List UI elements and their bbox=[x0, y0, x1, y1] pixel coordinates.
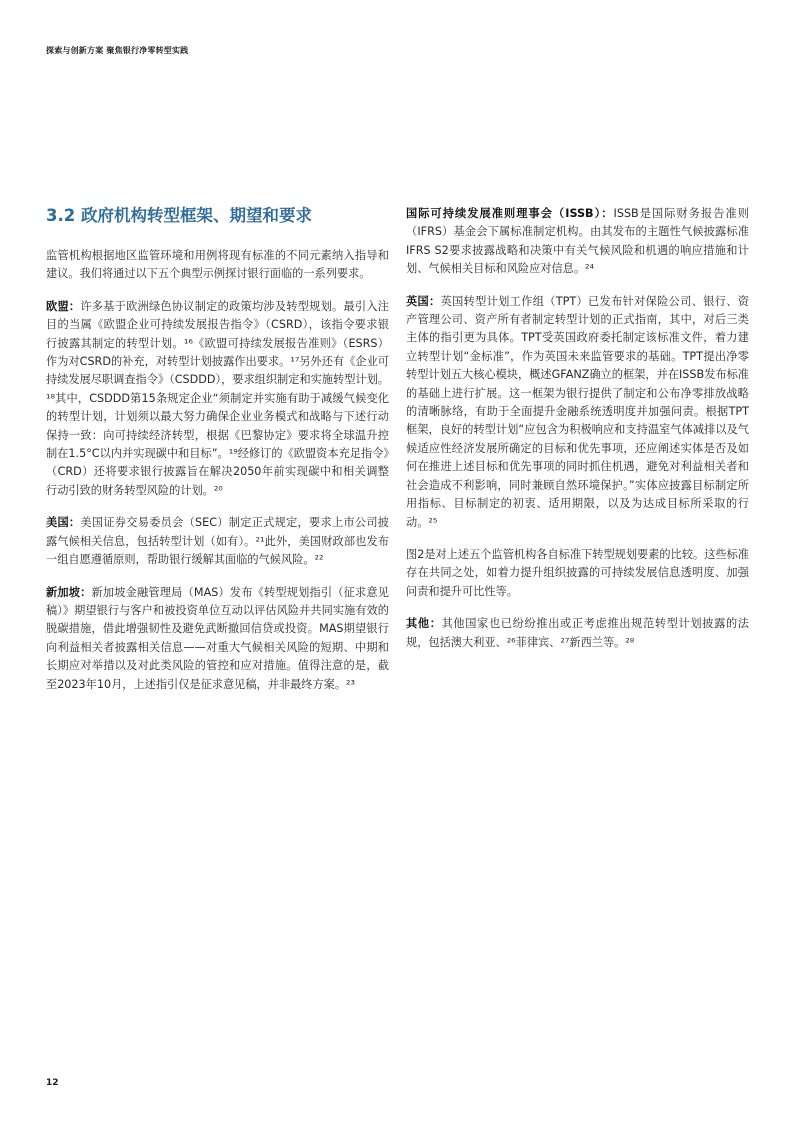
paragraph-text: 其他国家也已纷纷推出或正考虑推出规范转型计划披露的法规，包括澳大利亚、²⁶菲律宾、²⁷新西兰等。²⁸ bbox=[406, 617, 749, 649]
paragraph-text: 监管机构根据地区监管环境和用例将现有标准的不同元素纳入指导和建议。我们将通过以下五个典型示例探讨银行面临的一系列要求。 bbox=[46, 249, 389, 281]
paragraph-lead: 美国： bbox=[46, 516, 81, 530]
paragraph-us bbox=[46, 514, 389, 569]
page-number: 12 bbox=[46, 1078, 59, 1088]
paragraph-lead: 英国： bbox=[406, 294, 441, 308]
paragraph-singapore bbox=[46, 584, 389, 694]
paragraph-others bbox=[406, 615, 749, 652]
section-title: 3.2 政府机构转型框架、期望和要求 bbox=[46, 206, 312, 225]
paragraph-text: 美国证券交易委员会（SEC）制定正式规定，要求上市公司披露气候相关信息，包括转型计划（如有）。²¹此外，美国财政部也发布一组自愿遵循原则，帮助银行缓解其面临的气候风险。²² bbox=[46, 516, 389, 567]
left-column bbox=[46, 205, 389, 708]
paragraph-lead: 其他： bbox=[406, 617, 442, 631]
paragraph-text: 许多基于欧洲绿色协议制定的政策均涉及转型规划。最引入注目的当属《欧盟企业可持续发展报告指令》（CSRD），该指令要求银行披露其制定的转型计划。¹⁶《欧盟可持续发展报告准则》（ESRS）作为对CSRD的补充，对转型计划披露作出要求。¹⁷另外还有《企业可持续发展尽职调查指令》（CSDDD），要求组织制定和实施转型计划。¹⁸其中，CSDDD第15条规定企业“须制定并实施有助于减缓气候变化的转型计划，计划须以最大努力确保企业业务模式和战略与下述行动保持一致：向可持续经济转型，根据《巴黎协定》要求将全球温升控制在1.5°C以内并实现碳中和目标”。¹⁹经修订的《欧盟资本充足指令》（CRD）还将要求银行披露旨在解决2050年前实现碳中和相关调整行动引致的财务转型风险的计划。²⁰ bbox=[46, 299, 389, 497]
paragraph-uk bbox=[406, 293, 749, 532]
right-column bbox=[406, 205, 749, 666]
paragraph-text: 英国转型计划工作组（TPT）已发布针对保险公司、银行、资产管理公司、资产所有者制定转型计划的正式指南，其中，对后三类主体的指引更为具体。TPT受英国政府委托制定该标准文件，着力建立转型计划“金标准”，作为英国未来监管要求的基础。TPT提出净零转型计划五大核心模块，概述GFANZ确立的框架，并在ISSB发布标准的基础上进行扩展。这一框架为银行提供了制定和公布净零排放战略的清晰脉络，有助于全面提升金融系统透明度并加强问责。根据TPT框架，良好的转型计划“应包含为积极响应和支持温室气体减排以及气候适应性经济发展所确定的目标和优先事项，还应阐述实体是否及如何在推进上述目标和优先事项的同时抓住机遇，避免对利益相关者和社会造成不利影响，同时兼顾自然环境保护。”实体应披露目标制定所用指标、目标制定的初衷、适用期限，以及为达成目标所采取的行动。²⁵ bbox=[406, 294, 749, 529]
paragraph-text: 图2是对上述五个监管机构各自标准下转型规划要素的比较。这些标准存在共同之处，如着力提升组织披露的可持续发展信息透明度、加强问责和提升可比性等。 bbox=[406, 547, 749, 598]
paragraph-issb bbox=[406, 205, 749, 279]
paragraph-eu bbox=[46, 298, 389, 500]
paragraph-text: ISSB是国际财务报告准则（IFRS）基金会下属标准制定机构。由其发布的主题性气候披露标准IFRS S2要求披露战略和决策中有关气候风险和机遇的响应措施和计划、气候相关目标和风险应对信息。²⁴ bbox=[406, 207, 749, 276]
paragraph-text: 新加坡金融管理局（MAS）发布《转型规划指引（征求意见稿）》期望银行与客户和被投资单位互动以评估风险并共同实施有效的脱碳措施，借此增强韧性及避免武断撤回信贷或投资。MAS期望银行向利益相关者披露相关信息——对重大气候相关风险的短期、中期和长期应对举措以及对此类风险的管控和应对措施。值得注意的是，截至2023年10月，上述指引仅是征求意见稿，并非最终方案。²³ bbox=[46, 585, 389, 691]
paragraph-intro bbox=[46, 247, 389, 284]
running-header: 探索与创新方案 聚焦银行净零转型实践 bbox=[46, 46, 189, 55]
paragraph-lead: 欧盟： bbox=[46, 299, 81, 313]
paragraph-lead: 国际可持续发展准则理事会（ISSB）： bbox=[406, 207, 614, 220]
paragraph-figure-ref bbox=[406, 546, 749, 601]
paragraph-lead: 新加坡： bbox=[46, 585, 92, 599]
